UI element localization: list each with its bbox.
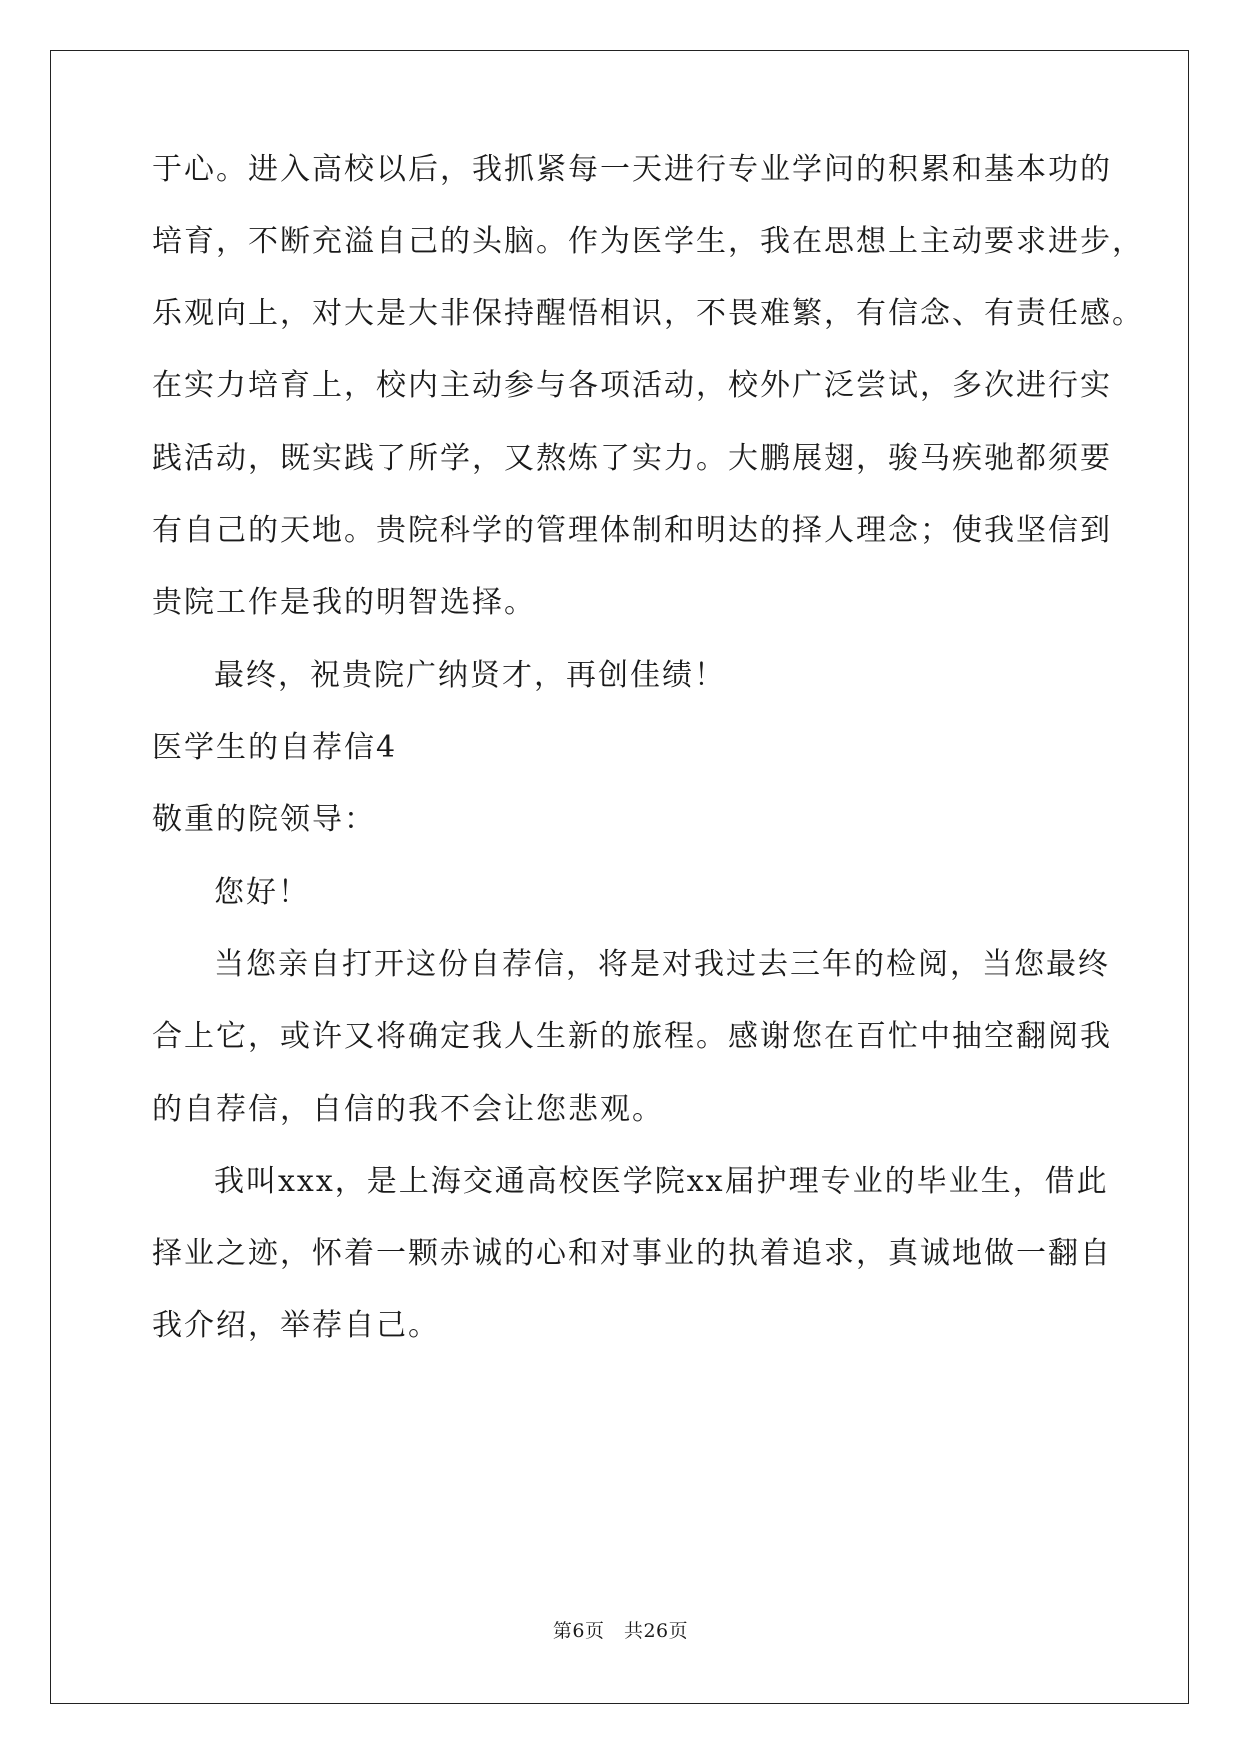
body-text-line: 践活动，既实践了所学，又熬炼了实力。大鹏展翅，骏马疾驰都须要 (152, 441, 1112, 476)
body-text-line: 乐观向上，对大是大非保持醒悟相识，不畏难繁，有信念、有责任感。 (152, 296, 1144, 331)
body-text-line: 我叫xxx，是上海交通高校医学院xx届护理专业的毕业生，借此 (214, 1164, 1109, 1199)
page-number: 第6页 共26页 (552, 1620, 689, 1642)
body-text-line: 于心。进入高校以后，我抓紧每一天进行专业学问的积累和基本功的 (152, 152, 1112, 187)
body-text-line: 择业之迹，怀着一颗赤诚的心和对事业的执着追求，真诚地做一翻自 (152, 1236, 1112, 1271)
section-heading: 医学生的自荐信4 (152, 730, 398, 765)
salutation: 敬重的院领导： (152, 802, 376, 837)
body-text-line: 合上它，或许又将确定我人生新的旅程。感谢您在百忙中抽空翻阅我 (152, 1019, 1112, 1054)
body-text-line: 培育，不断充溢自己的头脑。作为医学生，我在思想上主动要求进步， (152, 224, 1144, 259)
greeting: 您好！ (214, 875, 310, 910)
body-text-line: 当您亲自打开这份自荐信，将是对我过去三年的检阅，当您最终 (214, 947, 1110, 982)
body-text-line: 在实力培育上，校内主动参与各项活动，校外广泛尝试，多次进行实 (152, 368, 1112, 403)
body-text-line: 贵院工作是我的明智选择。 (152, 585, 536, 620)
body-text-line: 我介绍，举荐自己。 (152, 1308, 440, 1343)
body-text-line: 有自己的天地。贵院科学的管理体制和明达的择人理念；使我坚信到 (152, 513, 1112, 548)
body-text-line: 的自荐信，自信的我不会让您悲观。 (152, 1092, 664, 1127)
closing-wish: 最终，祝贵院广纳贤才，再创佳绩！ (214, 658, 726, 693)
